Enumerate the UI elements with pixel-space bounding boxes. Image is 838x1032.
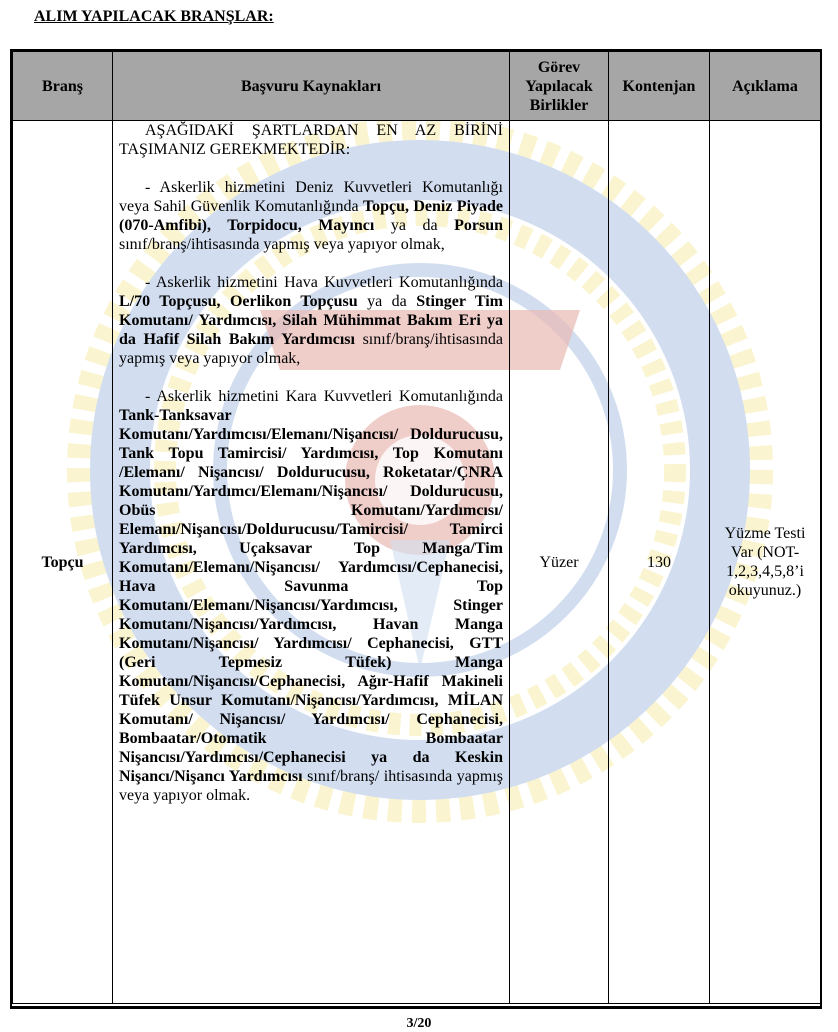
p3-text-c: sınıf/branş/ ihtisasında yapmış veya yapıyor olmak.: [119, 768, 503, 804]
cell-kontenjan: 130: [609, 121, 710, 1004]
cell-brans: Topçu: [13, 121, 113, 1004]
table-header-row: [13, 52, 821, 121]
p1-bold-d: Porsun: [454, 217, 503, 234]
header-aciklama: Açıklama: [710, 52, 821, 121]
p1-text-e: sınıf/branş/ihtisasında yapmış veya yapıyor olmak,: [119, 236, 445, 253]
cell-gorev: Yüzer: [510, 121, 609, 1004]
header-kontenjan: Kontenjan: [609, 52, 710, 121]
table-bottom-rule: [10, 1006, 822, 1009]
branches-table: [12, 51, 821, 1004]
p3-text-a: - Askerlik hizmetini Kara Kuvvetleri Komutanlığında: [145, 388, 503, 405]
p1-text-a: - Askerlik hizmetini Deniz Kuvvetleri Komutanlığı veya Sahil Güvenlik Komutanlığında: [119, 179, 503, 215]
header-brans: Branş: [13, 52, 113, 121]
cell-basvuru: [113, 121, 510, 1004]
p2-text-c: ya da: [357, 293, 417, 310]
p3-bold-b: Tank-Tanksavar Komutanı/Yardımcısı/Elemanı/Nişancısı/ Doldurucusu, Tank Topu Tamircisi/ Yardımcısı, Top Komutanı /Elemanı/ Nişancısı/ Doldurucusu, Roketatar/ÇNRA Komutanı/Yardımcı/Elemanı/Nişancısı/ Doldurucusu, Obüs Komutanı/Yardımcısı/ Elemanı/Nişancısı/Doldurucusu/Tamircisi/ Tamirci Yardımcısı, Uçaksavar Top Manga/Tim Komutanı/Elemanı/Nişancısı/ Yardımcısı/Cephanecisi, Hava Savunma Top Komutanı/Elemanı/Nişancısı/Yardımcısı, Stinger Komutanı/Nişancısı/Yardımcısı, Havan Manga Komutanı/Nişancısı/ Yardımcısı/ Cephanecisi, GTT (Geri Tepmesiz Tüfek) Manga Komutanı/Nişancısı/Cephanecisi, Ağır-Hafif Makineli Tüfek Unsur Komutanı/Nişancısı/Yardımcısı, MİLAN Komutanı/ Nişancısı/ Yardımcısı/ Cephanecisi, Bombaatar/Otomatik Bombaatar Nişancısı/Yardımcısı/Cephanecisi ya da Keskin Nişancı/Nişancı Yardımcısı: [119, 407, 503, 785]
intro-text: AŞAĞIDAKİ ŞARTLARDAN EN AZ BİRİNİ TAŞIMANIZ GEREKMEKTEDİR:: [119, 122, 503, 158]
p1-bold-b: Topçu, Deniz Piyade (070-Amfibi), Torpidocu, Mayıncı: [119, 198, 504, 234]
page-number: 3/20: [406, 1016, 432, 1031]
p2-bold-b: L/70 Topçusu, Oerlikon Topçusu: [119, 293, 358, 310]
header-gorev: Görev Yapılacak Birlikler: [510, 52, 609, 121]
paragraph-army: [119, 387, 503, 805]
p1-text-c: ya da: [374, 217, 455, 234]
paragraph-navy: [119, 178, 503, 254]
p2-text-e: sınıf/branş/ihtisasında yapmış veya yapıyor olmak,: [119, 331, 503, 367]
p2-text-a: - Askerlik hizmetini Hava Kuvvetleri Komutanlığında: [145, 274, 503, 291]
table-row: [13, 121, 821, 1004]
header-basvuru: Başvuru Kaynakları: [113, 52, 510, 121]
cell-aciklama: Yüzme Testi Var (NOT-1,2,3,4,5,8’i okuyunuz.): [710, 121, 821, 1004]
paragraph-airforce: [119, 273, 503, 368]
p2-bold-d: Stinger Tim Komutanı/ Yardımcısı, Silah Mühimmat Bakım Eri ya da Hafif Silah Bakım Yardımcısı: [119, 293, 504, 348]
section-heading: ALIM YAPILACAK BRANŞLAR:: [34, 8, 274, 25]
